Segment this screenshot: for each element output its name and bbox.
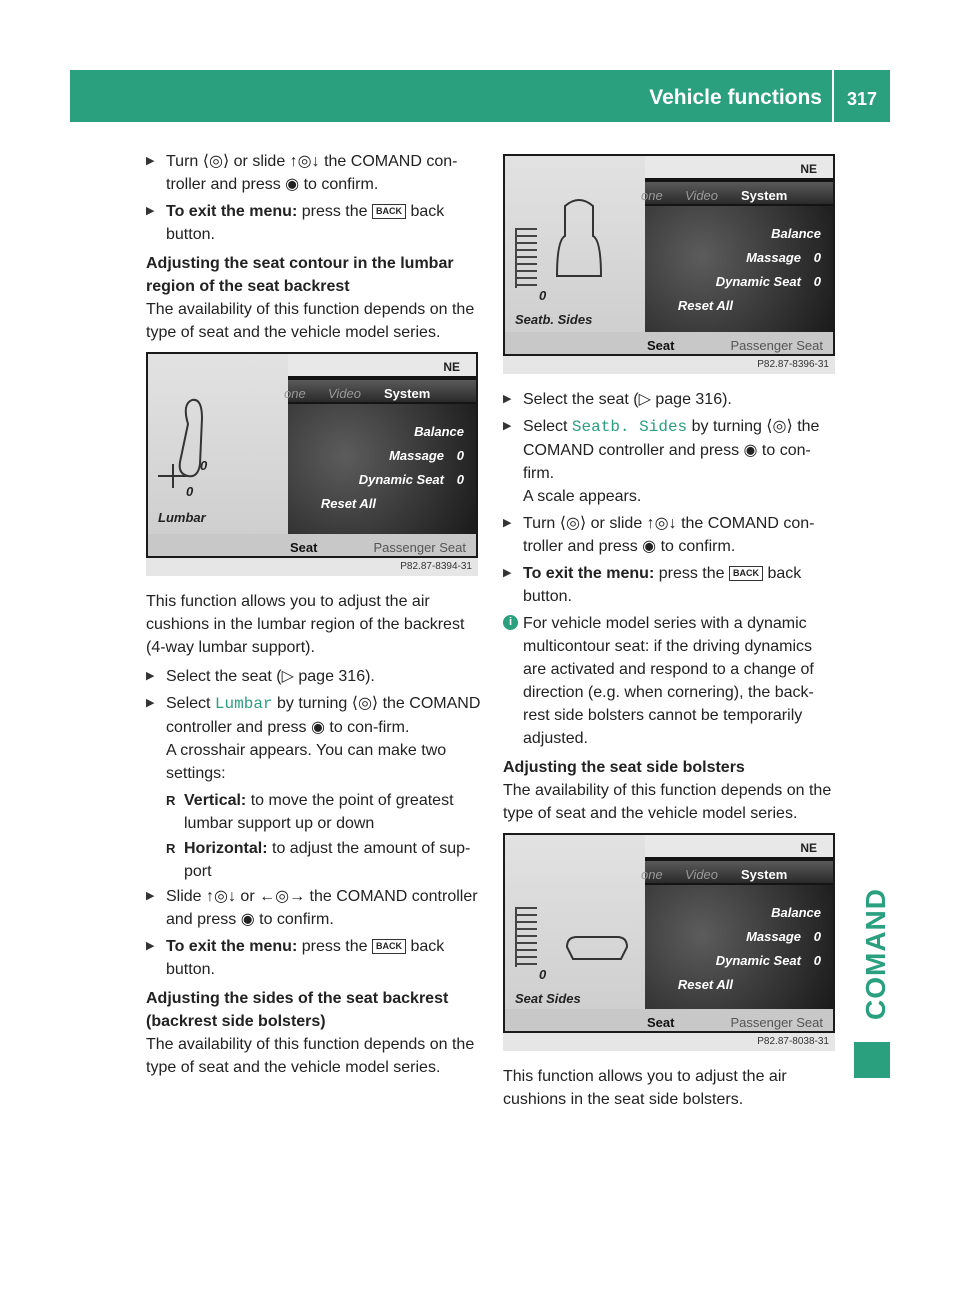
- status-bar: [645, 835, 833, 857]
- tab-video: Video: [685, 188, 719, 203]
- select-text: Select: [523, 418, 568, 435]
- seat-tab: Seat: [290, 540, 318, 555]
- screenshot-lumbar: [146, 352, 478, 558]
- tab-phone: one: [641, 867, 663, 882]
- exit-text: press the: [658, 565, 725, 582]
- exit-label: To exit the menu:: [523, 565, 655, 582]
- step-select-seatb: [503, 415, 839, 508]
- back-key-icon: BACK: [372, 939, 406, 954]
- seat-tab: Seat: [647, 338, 675, 353]
- step-turn: ▶ Turn ⟨◎⟩ or slide ↑◎↓ the COMAND con-troller and press ◉ to confirm.: [503, 512, 839, 558]
- menu-dynamic: Dynamic Seat: [715, 953, 801, 968]
- exit-text-2: press the: [301, 938, 368, 955]
- vertical-text: to move the point of greatest lumbar support up or down: [184, 792, 454, 832]
- exit-tail-2: back button.: [166, 938, 445, 978]
- seat-menu: [645, 885, 833, 1009]
- para-function: This function allows you to adjust the air cushions in the lumbar region of the backrest (4-way lumbar support).: [146, 593, 465, 656]
- tab-system: System: [741, 867, 788, 882]
- tab-video: Video: [328, 386, 362, 401]
- page-title: Vehicle functions: [649, 86, 822, 109]
- para-seat-sides-function: This function allows you to adjust the air cushions in the seat side bolsters.: [503, 1068, 787, 1108]
- image-ref: P82.87-8038-31: [503, 1033, 835, 1051]
- seatb-label: Seatb. Sides: [515, 312, 593, 327]
- menu-dynamic: Dynamic Seat: [715, 274, 801, 289]
- menu-code: Seatb. Sides: [571, 418, 688, 436]
- scale-icon: [515, 907, 537, 967]
- seat-selector: [505, 332, 833, 354]
- crosshair-text: A crosshair appears. You can make two settings:: [166, 742, 447, 782]
- status-bar: [288, 354, 476, 376]
- menu-dynamic-value: 0: [456, 472, 464, 487]
- step-exit: [503, 562, 839, 608]
- menu-massage-value: 0: [813, 929, 821, 944]
- horizontal-label: Horizontal:: [184, 840, 268, 857]
- seat-tab: Seat: [647, 1015, 675, 1030]
- passenger-tab: Passenger Seat: [730, 1015, 823, 1030]
- seat-panel: [505, 835, 645, 1009]
- menu-dynamic-value: 0: [813, 953, 821, 968]
- menu-reset: Reset All: [677, 977, 733, 992]
- passenger-tab: Passenger Seat: [373, 540, 466, 555]
- seat-selector: [148, 534, 476, 556]
- menu-code: Lumbar: [214, 695, 273, 713]
- horizontal-text: to adjust the amount of sup-port: [184, 840, 471, 880]
- heading-seat-sides: Adjusting the seat side bolsters: [503, 759, 745, 776]
- exit-label: To exit the menu:: [166, 203, 298, 220]
- status-bar: [645, 156, 833, 178]
- scale-value: 0: [539, 967, 547, 982]
- exit-text: press the: [301, 203, 368, 220]
- lumbar-label: Lumbar: [158, 510, 206, 525]
- menu-dynamic: Dynamic Seat: [358, 472, 444, 487]
- compass-ne: NE: [800, 841, 817, 855]
- seatsides-label: Seat Sides: [515, 991, 581, 1006]
- seat-menu: [645, 206, 833, 332]
- tab-phone: one: [641, 188, 663, 203]
- para-availability-2: The availability of this function depends on the type of seat and the vehicle model series.: [146, 1036, 475, 1076]
- menu-massage: Massage: [746, 250, 801, 265]
- side-tab-block: [854, 1042, 890, 1078]
- tab-system: System: [384, 386, 431, 401]
- heading-lumbar: Adjusting the seat contour in the lumbar region of the seat backrest: [146, 255, 454, 295]
- menu-massage-value: 0: [456, 448, 464, 463]
- bullet-vertical: [146, 789, 482, 835]
- select-rest: by turning ⟨◎⟩ the COMAND controller and press ◉ to con-firm.: [523, 418, 820, 482]
- exit-label-2: To exit the menu:: [166, 938, 298, 955]
- menu-massage: Massage: [746, 929, 801, 944]
- scale-value: 0: [539, 288, 547, 303]
- menu-tabs: [641, 182, 833, 204]
- info-icon: i: [503, 615, 518, 630]
- screenshot-seatb: [503, 154, 835, 356]
- value-horizontal: 0: [186, 484, 194, 499]
- step-slide: ▶ Slide ↑◎↓ or ←◎→ the COMAND controller and press ◉ to confirm.: [146, 885, 482, 931]
- value-vertical: 0: [200, 458, 208, 473]
- image-ref: P82.87-8394-31: [146, 558, 478, 576]
- info-note: [503, 612, 839, 750]
- tab-phone: one: [284, 386, 306, 401]
- menu-massage-value: 0: [813, 250, 821, 265]
- select-rest: by turning ⟨◎⟩ the COMAND controller and press ◉ to con-firm.: [166, 695, 481, 736]
- step-exit-2: [146, 935, 482, 981]
- image-ref: P82.87-8396-31: [503, 356, 835, 374]
- bullet-horizontal: [146, 837, 482, 883]
- menu-dynamic-value: 0: [813, 274, 821, 289]
- page-number: 317: [846, 89, 878, 109]
- step-exit: [146, 200, 482, 246]
- step-select-lumbar: [146, 692, 482, 785]
- seat-panel: [148, 354, 288, 534]
- menu-tabs: [284, 380, 476, 402]
- para-availability: The availability of this function depends on the type of seat and the vehicle model series.: [146, 301, 475, 341]
- screenshot-seat-sides: [503, 833, 835, 1033]
- seat-panel: [505, 156, 645, 332]
- scale-icon: [515, 228, 537, 288]
- select-text: Select: [166, 695, 211, 712]
- side-tab: [850, 870, 910, 1020]
- menu-balance: Balance: [771, 905, 821, 920]
- step-turn: ▶ Turn ⟨◎⟩ or slide ↑◎↓ the COMAND con-troller and press ◉ to confirm.: [146, 150, 482, 196]
- compass-ne: NE: [800, 162, 817, 176]
- menu-massage: Massage: [389, 448, 444, 463]
- info-text: For vehicle model series with a dynamic multicontour seat: if the driving dynamics are activated and respond to a change of direction (e.g. when cornering), the back-rest side bolsters cannot be temporarily adjusted.: [523, 615, 814, 747]
- tab-video: Video: [685, 867, 719, 882]
- step-select-seat: ▶ Select the seat (▷ page 316).: [146, 665, 482, 688]
- para-availability-3: The availability of this function depends on the type of seat and the vehicle model series.: [503, 782, 832, 822]
- seat-selector: [505, 1009, 833, 1031]
- right-column: [503, 154, 839, 1117]
- menu-reset: Reset All: [677, 298, 733, 313]
- left-column: [146, 150, 482, 1085]
- seat-menu: [288, 404, 476, 534]
- menu-tabs: [641, 861, 833, 883]
- side-tab-label: COMAND: [860, 888, 891, 1020]
- step-select-seat: ▶ Select the seat (▷ page 316).: [503, 388, 839, 411]
- exit-tail: back button.: [166, 203, 445, 243]
- back-key-icon: BACK: [372, 204, 406, 219]
- exit-tail: back button.: [523, 565, 802, 605]
- heading-backrest-sides: Adjusting the sides of the seat backrest (backrest side bolsters): [146, 990, 449, 1030]
- back-key-icon: BACK: [729, 566, 763, 581]
- menu-balance: Balance: [414, 424, 464, 439]
- menu-reset: Reset All: [320, 496, 376, 511]
- vertical-label: Vertical:: [184, 792, 247, 809]
- tab-system: System: [741, 188, 788, 203]
- passenger-tab: Passenger Seat: [730, 338, 823, 353]
- menu-balance: Balance: [771, 226, 821, 241]
- scale-text: A scale appears.: [523, 488, 642, 505]
- compass-ne: NE: [443, 360, 460, 374]
